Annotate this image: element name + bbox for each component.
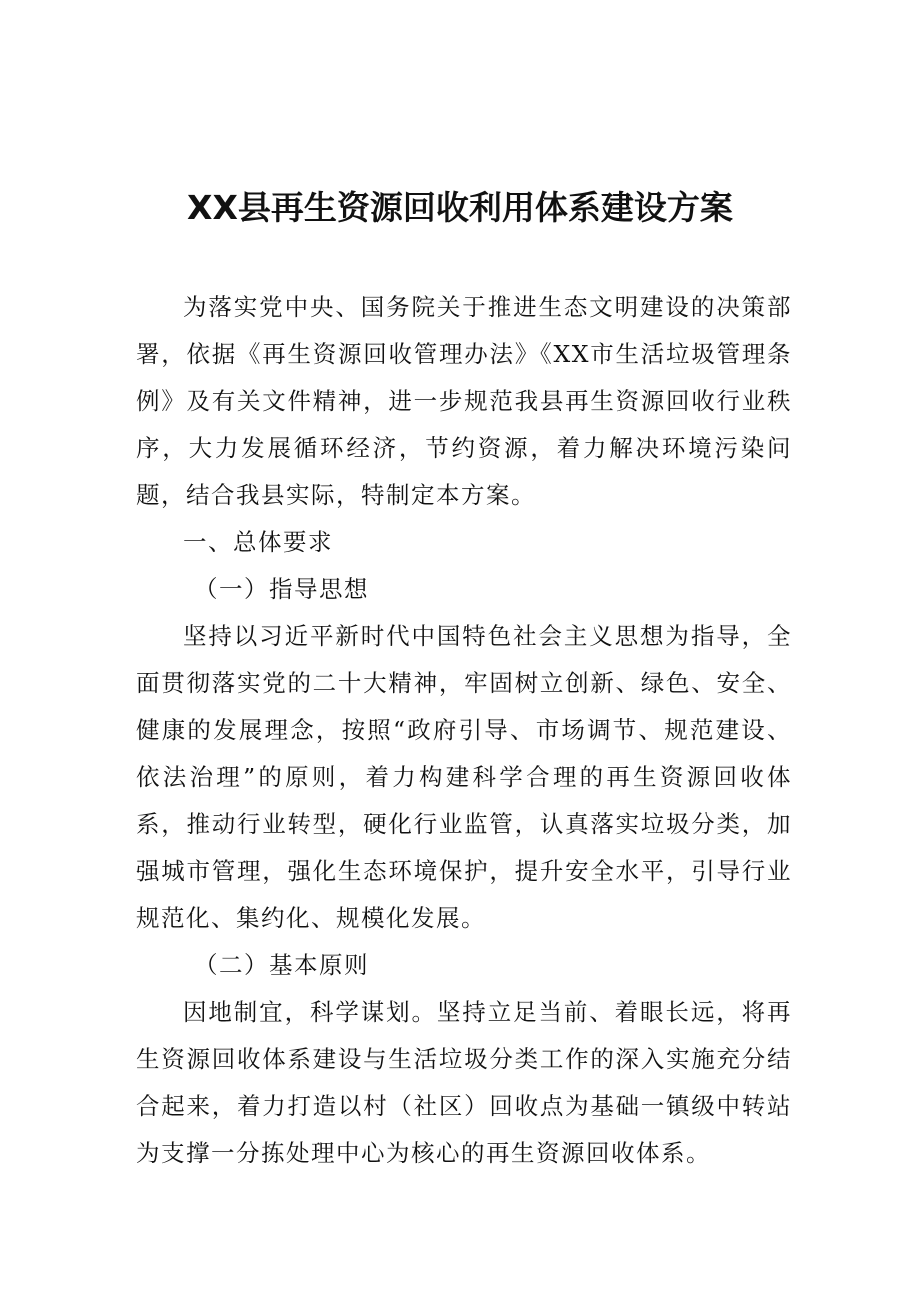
document-title: XX县再生资源回收利用体系建设方案 (187, 188, 733, 227)
basic-principles-paragraph: 因地制宜，科学谋划。坚持立足当前、着眼长远，将再生资源回收体系建设与生活垃圾分类工作的深入实施充分结合起来，着力打造以村（社区）回收点为基础一镇级中转站为支撑一分拣处理中心为核心的再生资源回收体系。 (136, 998, 792, 1167)
subsection-heading-guiding-ideology: （一）指导思想 (194, 575, 369, 603)
guiding-ideology-paragraph: 坚持以习近平新时代中国特色社会主义思想为指导，全面贯彻落实党的二十大精神，牢固树立创新、绿色、安全、健康的发展理念，按照“政府引导、市场调节、规范建设、依法治理”的原则，着力构建科学合理的再生资源回收体系，推动行业转型，硬化行业监管，认真落实垃圾分类，加强城市管理，强化生态环境保护，提升安全水平，引导行业规范化、集约化、规模化发展。 (136, 622, 792, 932)
document-body (136, 284, 792, 1177)
subsection-heading-basic-principles: （二）基本原则 (194, 951, 369, 979)
section-heading-overall-requirements: 一、总体要求 (183, 528, 333, 556)
intro-paragraph: 为落实党中央、国务院关于推进生态文明建设的决策部署，依据《再生资源回收管理办法》《XX市生活垃圾管理条例》及有关文件精神，进一步规范我县再生资源回收行业秩序，大力发展循环经济，节约资源，着力解决环境污染问题，结合我县实际，特制定本方案。 (136, 293, 792, 509)
